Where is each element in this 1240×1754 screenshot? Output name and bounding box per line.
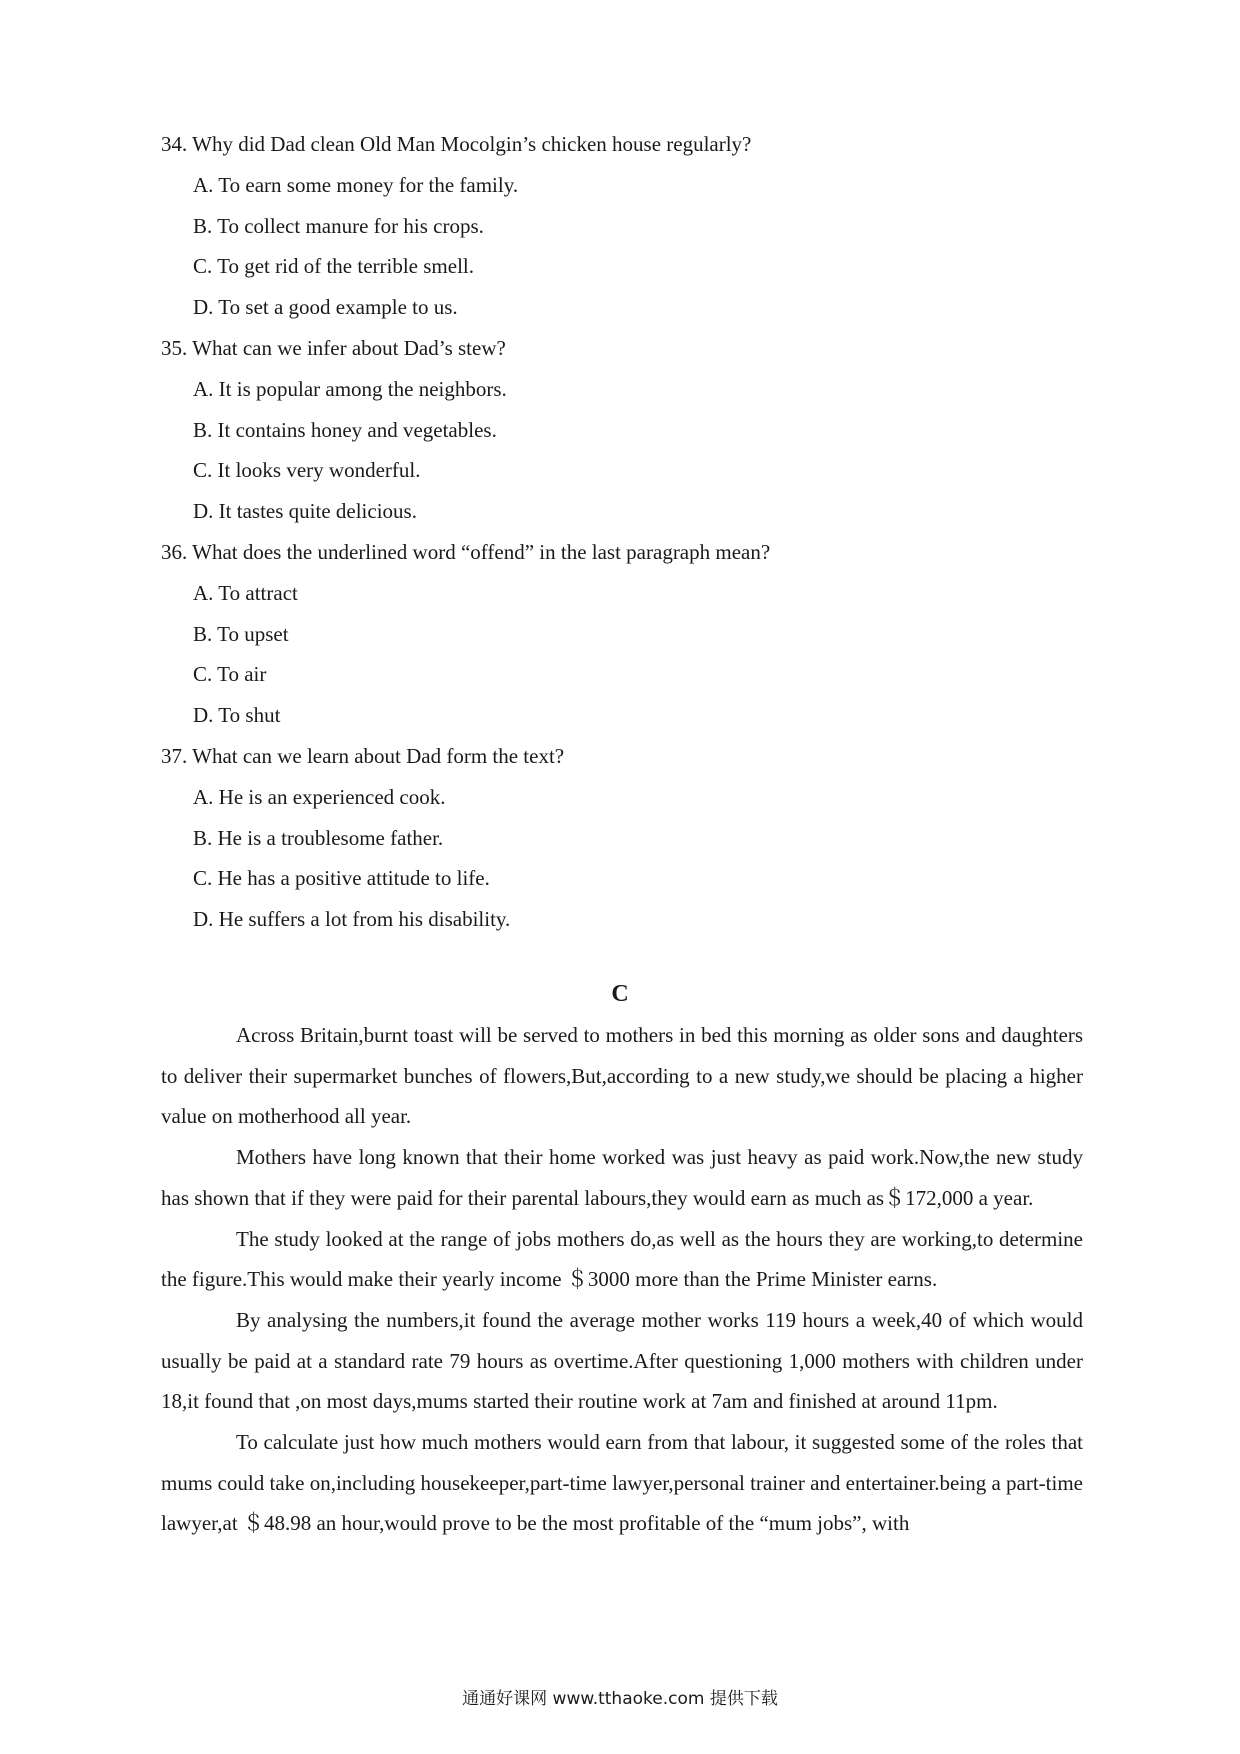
question-stem: 36. What does the underlined word “offend” in the last paragraph mean? [161, 539, 771, 564]
reading-passage [161, 1015, 1083, 1544]
question-stem: 35. What can we infer about Dad’s stew? [161, 335, 506, 360]
option-a: A. It is popular among the neighbors. [193, 376, 507, 401]
option-c: C. To air [193, 662, 267, 687]
passage-paragraph: Across Britain,burnt toast will be served to mothers in bed this morning as older sons and daughters to deliver their supermarket bunches of flowers,But,according to a new study,we should be placing a higher value on motherhood all year. [161, 1023, 1083, 1129]
option-b: B. He is a troublesome father. [193, 825, 444, 850]
option-b: B. To upset [193, 621, 289, 646]
option-a: A. He is an experienced cook. [193, 784, 446, 809]
passage-paragraph: To calculate just how much mothers would earn from that labour, it suggested some of the roles that mums could take on,including housekeeper,part-time lawyer,personal trainer and entertainer.being a part-time lawyer,at ＄48.98 an hour,would prove to be the most profitable of the “mum jobs”, with [161, 1430, 1083, 1536]
section-heading: C [611, 981, 629, 1007]
question-list [161, 124, 1101, 940]
question-34 [161, 124, 1101, 328]
question-35 [161, 328, 1101, 532]
option-d: D. He suffers a lot from his disability. [193, 907, 511, 932]
option-c: C. It looks very wonderful. [193, 458, 421, 483]
passage-paragraph: Mothers have long known that their home worked was just heavy as paid work.Now,the new study has shown that if they were paid for their parental labours,they would earn as much as＄172,000 a year. [161, 1145, 1083, 1210]
question-stem: 34. Why did Dad clean Old Man Mocolgin’s chicken house regularly? [161, 132, 752, 156]
option-c: C. He has a positive attitude to life. [193, 866, 490, 891]
option-d: D. It tastes quite delicious. [193, 499, 417, 524]
option-a: A. To attract [193, 580, 298, 605]
page-footer: 通通好课网 www.tthaoke.com 提供下载 [462, 1689, 778, 1709]
option-b: B. To collect manure for his crops. [193, 213, 484, 238]
passage-paragraph: By analysing the numbers,it found the average mother works 119 hours a week,40 of which would usually be paid at a standard rate 79 hours as overtime.After questioning 1,000 mothers with children under 18,it found that ,on most days,mums started their routine work at 7am and finished at around 11pm. [161, 1307, 1083, 1414]
option-b: B. It contains honey and vegetables. [193, 417, 497, 442]
option-c: C. To get rid of the terrible smell. [193, 254, 474, 279]
option-a: A. To earn some money for the family. [193, 172, 519, 197]
question-36 [161, 532, 1101, 736]
passage-paragraph: The study looked at the range of jobs mothers do,as well as the hours they are working,to determine the figure.This would make their yearly income ＄3000 more than the Prime Minister earns. [161, 1226, 1083, 1292]
question-37 [161, 736, 1101, 940]
option-d: D. To shut [193, 703, 281, 728]
option-d: D. To set a good example to us. [193, 295, 458, 320]
question-stem: 37. What can we learn about Dad form the text? [161, 743, 565, 768]
